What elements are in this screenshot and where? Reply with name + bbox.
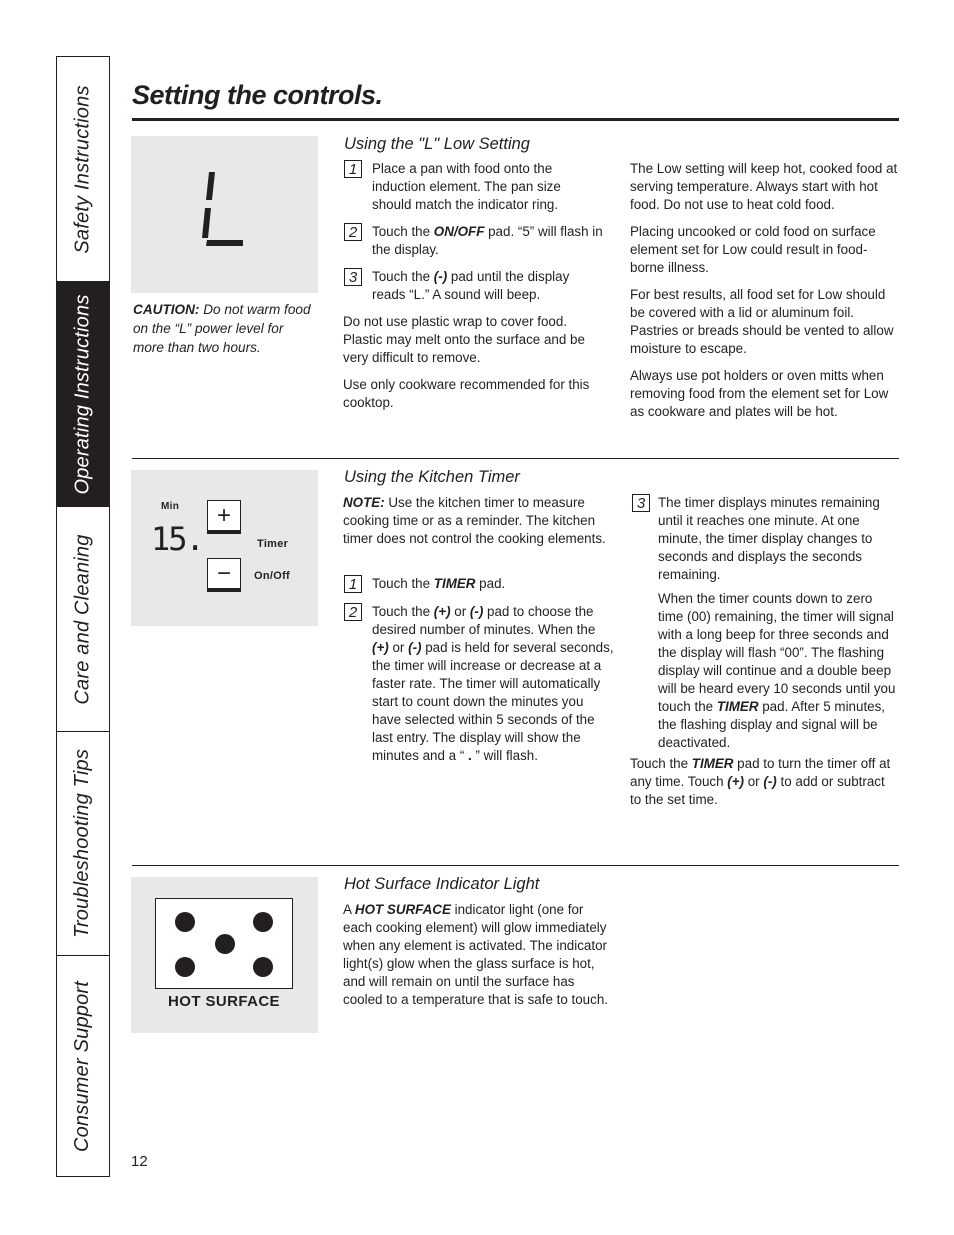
- tab-operating-instructions[interactable]: Operating Instructions: [57, 282, 109, 507]
- timer-step-3: 3 The timer displays minutes remaining until it reaches one minute. At one minute, the timer display changes to seconds and displays the seconds remaining. When the timer counts down to zero time (00) remaining, the timer will signal with a long beep for three seconds and the display will flash “00”. The flashing display will continue and a double beep will be heard every 10 seconds until you touch the TIMER pad. After 5 minutes, the flashing display and signal will be deactivated.: [632, 494, 898, 752]
- section-divider: [132, 458, 899, 459]
- low-notes-left: Do not use plastic wrap to cover food. Plastic may melt onto the surface and be very difficult to remove. Use only cookware recommended for this cooktop.: [343, 314, 590, 410]
- indicator-dot-icon: [215, 934, 235, 954]
- caution-note: CAUTION: Do not warm food on the “L” power level for more than two hours.: [133, 302, 311, 355]
- min-label: Min: [161, 501, 180, 512]
- onoff-pad-label: On/Off: [254, 570, 291, 582]
- timer-step-1: 1 Touch the TIMER pad.: [344, 575, 612, 593]
- low-setting-heading: Using the "L" Low Setting: [344, 135, 530, 153]
- timer-final-note: Touch the TIMER pad to turn the timer off at any time. Touch (+) or (-) to add or subtract to the set time.: [630, 756, 891, 807]
- indicator-dot-icon: [253, 957, 273, 977]
- timer-pad-panel: [131, 470, 318, 626]
- section-divider: [132, 865, 899, 866]
- minus-pad-button[interactable]: −: [207, 558, 241, 592]
- timer-note: NOTE: Use the kitchen timer to measure cooking time or as a reminder. The kitchen timer does not control the cooking elements.: [343, 495, 606, 546]
- indicator-dot-icon: [253, 912, 273, 932]
- hot-surface-indicator: [155, 898, 293, 989]
- low-step-3: 3 Touch the (-) pad until the display reads “L.” A sound will beep.: [344, 268, 604, 304]
- plus-pad-button[interactable]: +: [207, 500, 241, 534]
- timer-pad-label: Timer: [257, 538, 289, 550]
- svg-text:L: L: [227, 216, 228, 217]
- hot-surface-heading: Hot Surface Indicator Light: [344, 875, 540, 893]
- title-rule: [132, 118, 899, 121]
- low-step-2: 2 Touch the ON/OFF pad. “5” will flash in the display.: [344, 223, 614, 259]
- tab-consumer-support[interactable]: Consumer Support: [71, 980, 94, 1152]
- low-display-icon: [131, 136, 318, 293]
- section-tabs: [56, 56, 110, 1177]
- timer-heading: Using the Kitchen Timer: [344, 468, 520, 486]
- indicator-dot-icon: [175, 957, 195, 977]
- low-notes-right: The Low setting will keep hot, cooked food at serving temperature. Always start with hot food. Do not use to heat cold food. Placing uncooked or cold food on surface element set for Low could result in food-borne illness. For best results, all food set for Low should be covered with a lid or aluminum foil. Pastries or breads should be vented to allow moisture to escape. Always use pot holders or oven mitts when removing food from the element set for Low as cookware and plates will be hot.: [630, 161, 898, 419]
- hot-surface-label: HOT SURFACE: [168, 993, 280, 1010]
- low-display-panel: [131, 136, 318, 293]
- tab-safety-instructions[interactable]: Safety Instructions: [57, 57, 109, 282]
- tab-care-and-cleaning[interactable]: Care and Cleaning: [57, 507, 109, 732]
- page-number: 12: [131, 1153, 148, 1170]
- hot-surface-text: A HOT SURFACE indicator light (one for each cooking element) will glow immediately when any element is activated. The indicator light(s) glow when the glass surface is hot, and will remain on until the surface has cooled to a temperature that is safe to touch.: [343, 902, 608, 1007]
- timer-step-2: 2 Touch the (+) or (-) pad to choose the desired number of minutes. When the (+) or (-) pad is held for several seconds, the timer will increase or decrease at a faster rate. The timer will automatically start to count down the minutes you have selected within 5 seconds of the last entry. The display will show the minutes and a “ . ” will flash.: [344, 603, 614, 765]
- indicator-dot-icon: [175, 912, 195, 932]
- low-step-1: 1 Place a pan with food onto the induction element. The pan size should match the indicator ring.: [344, 160, 584, 214]
- page-title: Setting the controls.: [132, 80, 383, 110]
- timer-display: 15.: [151, 520, 203, 558]
- tab-troubleshooting-tips[interactable]: Troubleshooting Tips: [57, 732, 109, 956]
